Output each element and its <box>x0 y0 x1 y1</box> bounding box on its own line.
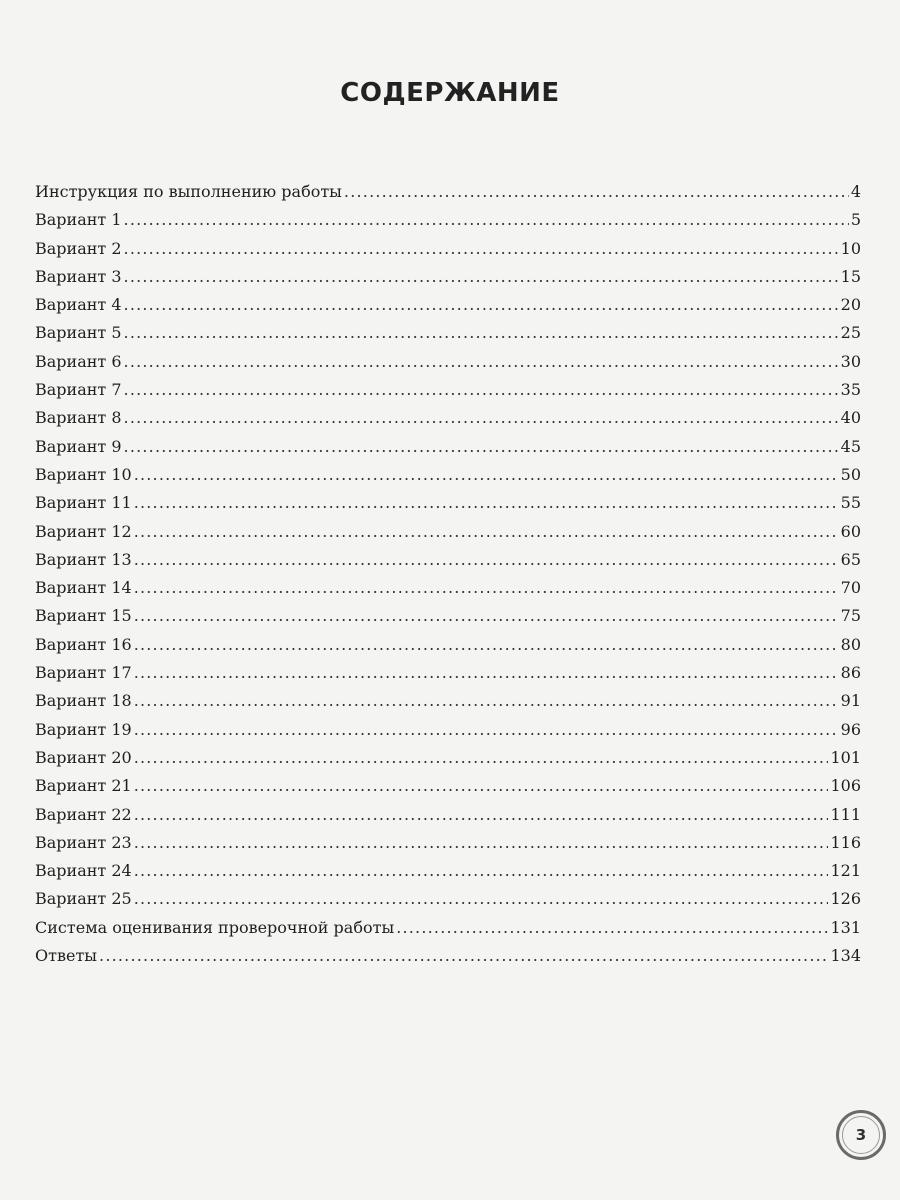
toc-entry-title: Вариант 9 <box>35 436 122 456</box>
toc-dot-leader <box>134 885 829 913</box>
toc-dot-leader <box>99 942 828 970</box>
toc-dot-leader <box>134 461 839 489</box>
toc-entry-title: Ответы <box>35 946 98 966</box>
toc-entry <box>35 206 861 234</box>
toc-dot-leader <box>124 348 839 376</box>
toc-entry <box>35 263 861 291</box>
toc-entry <box>35 885 861 913</box>
toc-entry-title: Вариант 6 <box>35 351 122 371</box>
toc-entry-title: Вариант 7 <box>35 380 122 400</box>
toc-entry-title: Вариант 8 <box>35 408 122 428</box>
toc-dot-leader <box>134 489 839 517</box>
toc-entry-page: 121 <box>830 861 861 881</box>
toc-entry <box>35 178 861 206</box>
toc-entry-title: Вариант 10 <box>35 464 132 484</box>
toc-entry-page: 101 <box>830 747 861 767</box>
toc-entry-title: Вариант 25 <box>35 889 132 909</box>
toc-entry-title: Вариант 5 <box>35 323 122 343</box>
toc-dot-leader <box>134 772 829 800</box>
toc-entry <box>35 716 861 744</box>
page-title: СОДЕРЖАНИЕ <box>340 78 560 108</box>
toc-entry-page: 131 <box>830 917 861 937</box>
toc-entry <box>35 489 861 517</box>
toc-dot-leader <box>134 744 829 772</box>
toc-entry-title: Вариант 4 <box>35 295 122 315</box>
toc-entry-title: Вариант 13 <box>35 549 132 569</box>
toc-entry-page: 96 <box>840 719 861 739</box>
toc-entry <box>35 857 861 885</box>
toc-dot-leader <box>124 291 839 319</box>
toc-entry <box>35 914 861 942</box>
toc-entry-title: Вариант 1 <box>35 210 122 230</box>
toc-dot-leader <box>134 631 839 659</box>
toc-entry-title: Вариант 2 <box>35 238 122 258</box>
toc-entry-page: 134 <box>830 946 861 966</box>
toc-entry-page: 80 <box>840 634 861 654</box>
toc-entry-page: 86 <box>840 663 861 683</box>
toc-entry-page: 40 <box>840 408 861 428</box>
toc-dot-leader <box>134 801 829 829</box>
toc-entry-page: 4 <box>850 182 861 201</box>
toc-entry-title: Вариант 16 <box>35 634 132 654</box>
toc-entry <box>35 376 861 404</box>
toc-entry <box>35 659 861 687</box>
toc-entry-title: Вариант 21 <box>35 776 132 796</box>
toc-entry <box>35 829 861 857</box>
toc-entry <box>35 518 861 546</box>
toc-entry-title: Вариант 12 <box>35 521 132 541</box>
toc-dot-leader <box>124 376 839 404</box>
toc-dot-leader <box>124 404 839 432</box>
toc-entry <box>35 319 861 347</box>
toc-entry-title: Вариант 19 <box>35 719 132 739</box>
page-number: 3 <box>855 1126 867 1144</box>
toc-entry-page: 5 <box>850 210 861 230</box>
toc-entry-page: 111 <box>830 804 861 824</box>
toc-entry-page: 30 <box>840 351 861 371</box>
toc-dot-leader <box>124 263 839 291</box>
toc-entry-title: Вариант 18 <box>35 691 132 711</box>
toc-entry <box>35 687 861 715</box>
toc-entry <box>35 942 861 970</box>
toc-entry-title: Вариант 3 <box>35 266 122 286</box>
toc-entry-page: 65 <box>840 549 861 569</box>
toc-entry <box>35 546 861 574</box>
toc-entry-page: 50 <box>840 464 861 484</box>
toc-dot-leader <box>124 235 839 263</box>
toc-dot-leader <box>124 433 839 461</box>
toc-entry-title: Вариант 20 <box>35 747 132 767</box>
toc-entry-page: 75 <box>840 606 861 626</box>
toc-dot-leader <box>124 319 839 347</box>
toc-entry <box>35 602 861 630</box>
toc-entry <box>35 744 861 772</box>
toc-entry-title: Вариант 24 <box>35 861 132 881</box>
toc-entry <box>35 461 861 489</box>
toc-entry-page: 55 <box>840 493 861 513</box>
toc-entry-title: Вариант 15 <box>35 606 132 626</box>
table-of-contents <box>35 178 861 970</box>
toc-dot-leader <box>344 178 849 206</box>
toc-entry <box>35 235 861 263</box>
toc-entry-page: 126 <box>830 889 861 909</box>
toc-entry-title: Вариант 23 <box>35 832 132 852</box>
toc-entry <box>35 801 861 829</box>
toc-entry-page: 91 <box>840 691 861 711</box>
toc-entry-page: 106 <box>830 776 861 796</box>
toc-entry <box>35 291 861 319</box>
toc-entry-page: 60 <box>840 521 861 541</box>
toc-dot-leader <box>134 518 839 546</box>
toc-dot-leader <box>134 829 829 857</box>
toc-entry-title: Вариант 17 <box>35 663 132 683</box>
toc-dot-leader <box>134 857 829 885</box>
toc-dot-leader <box>134 602 839 630</box>
toc-entry <box>35 404 861 432</box>
toc-entry <box>35 433 861 461</box>
toc-entry <box>35 631 861 659</box>
toc-entry-page: 45 <box>840 436 861 456</box>
toc-entry-title: Инструкция по выполнению работы <box>35 182 342 201</box>
toc-dot-leader <box>134 574 839 602</box>
toc-entry <box>35 348 861 376</box>
toc-entry-page: 10 <box>840 238 861 258</box>
toc-entry-page: 25 <box>840 323 861 343</box>
page-number-badge <box>836 1110 886 1160</box>
toc-entry <box>35 574 861 602</box>
toc-entry-page: 15 <box>840 266 861 286</box>
toc-entry-title: Вариант 11 <box>35 493 132 513</box>
toc-entry-page: 20 <box>840 295 861 315</box>
toc-entry-page: 35 <box>840 380 861 400</box>
toc-dot-leader <box>134 659 839 687</box>
toc-dot-leader <box>134 546 839 574</box>
toc-entry-page: 116 <box>830 832 861 852</box>
toc-entry <box>35 772 861 800</box>
toc-entry-title: Вариант 14 <box>35 578 132 598</box>
toc-dot-leader <box>124 206 849 234</box>
toc-dot-leader <box>134 716 839 744</box>
toc-entry-page: 70 <box>840 578 861 598</box>
toc-entry-title: Вариант 22 <box>35 804 132 824</box>
toc-dot-leader <box>134 687 839 715</box>
toc-dot-leader <box>396 914 828 942</box>
toc-entry-title: Система оценивания проверочной работы <box>35 917 395 937</box>
